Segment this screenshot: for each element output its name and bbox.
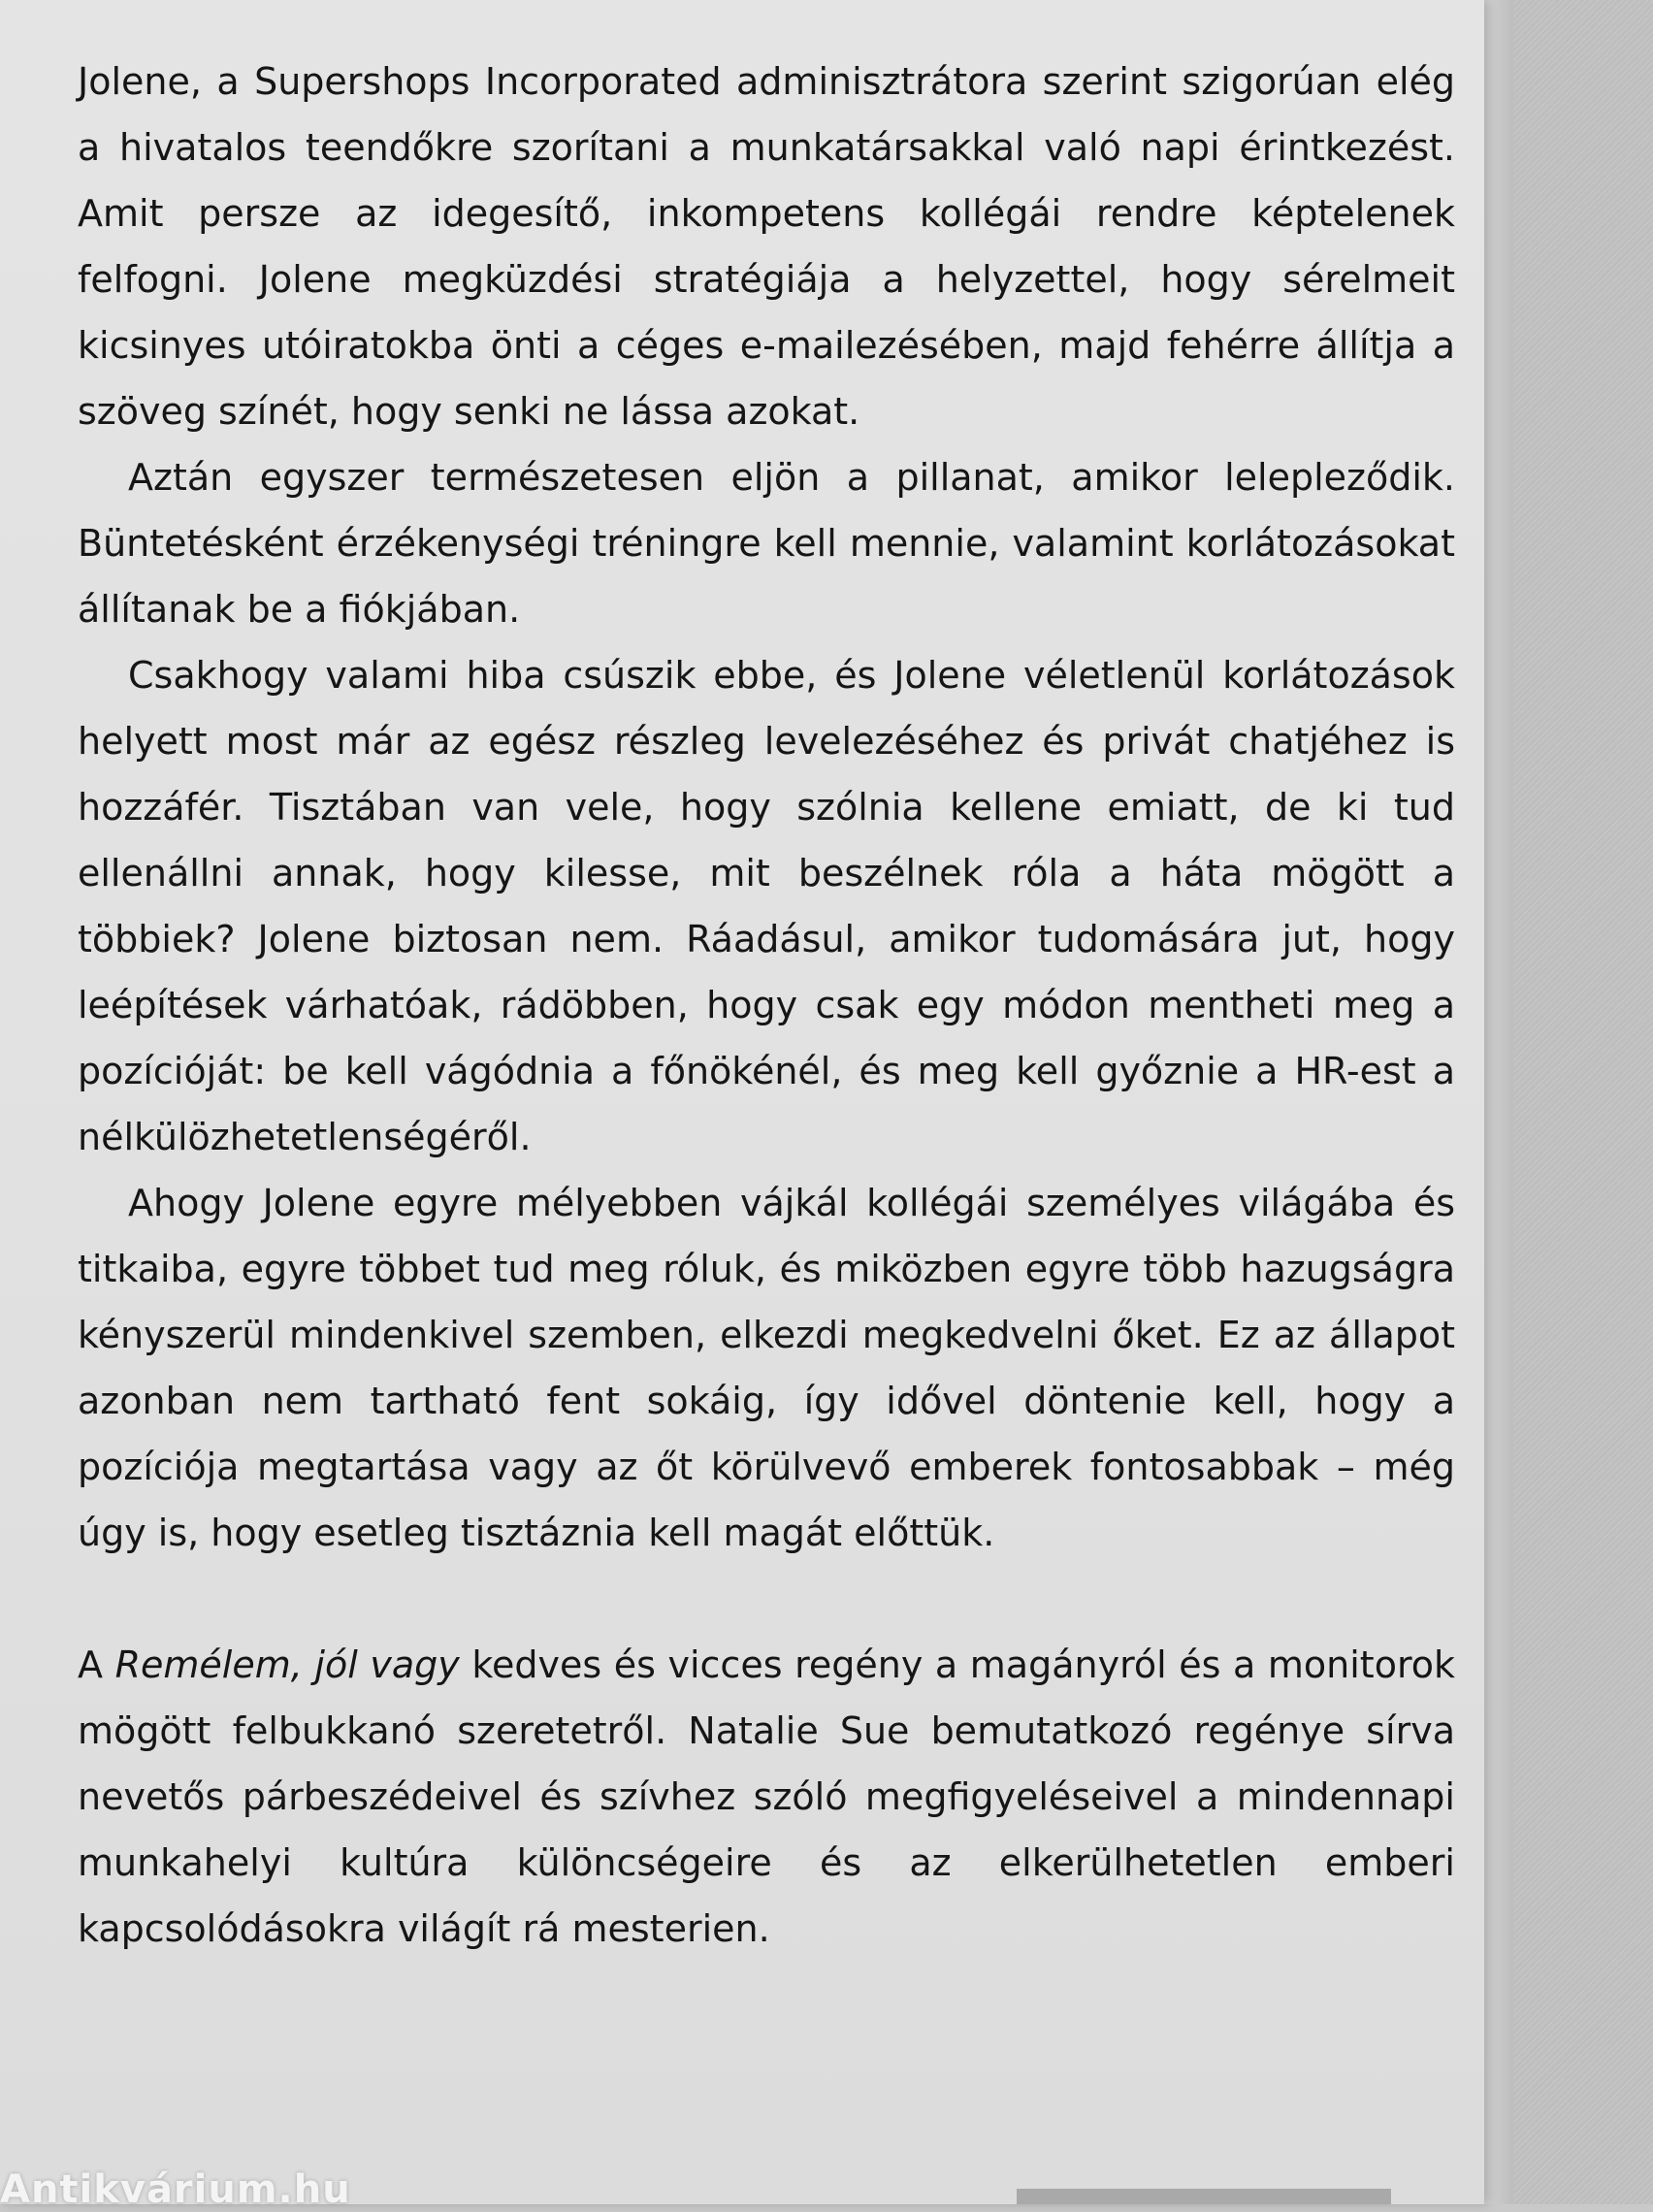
blurb-paragraph-5 [78, 1632, 1455, 1962]
watermark-text: Antikvárium.hu [0, 2167, 351, 2212]
bottom-label-strip [1017, 2189, 1391, 2204]
blurb-paragraph-4: Ahogy Jolene egyre mélyebben vájkál kollégái személyes világába és titkaiba, egyre többet tud meg róluk, és miközben egyre több hazugságra kényszerül mindenkivel szemben, elkezdi megkedvelni őket. Ez az állapot azonban nem tartható fent sokáig, így idővel döntenie kell, hogy a pozíciója megtartása vagy az őt körülvevő emberek fontosabbak – még úgy is, hogy esetleg tisztáznia kell magát előttük. [78, 1182, 1455, 1554]
blurb-text [78, 49, 1455, 1962]
page-edge [1484, 0, 1513, 2204]
blurb-paragraph-2: Aztán egyszer természetesen eljön a pillanat, amikor lelepleződik. Büntetésként érzékenységi tréningre kell mennie, valamint korlátozásokat állítanak be a fiókjában. [78, 456, 1455, 631]
background-surface [1513, 0, 1653, 2204]
blurb-paragraph-3: Csakhogy valami hiba csúszik ebbe, és Jolene véletlenül korlátozások helyett most már az egész részleg levelezéséhez és privát chatjéhez is hozzáfér. Tisztában van vele, hogy szólnia kellene emiatt, de ki tud ellenállni annak, hogy kilesse, mit beszélnek róla a háta mögött a többiek? Jolene biztosan nem. Ráadásul, amikor tudomására jut, hogy leépítések várhatóak, rádöbben, hogy csak egy módon mentheti meg a pozícióját: be kell vágódnia a főnökénél, és meg kell győznie a HR-est a nélkülözhetetlenségéről. [78, 654, 1455, 1158]
blurb-paragraph-1: Jolene, a Supershops Incorporated adminisztrátora szerint szigorúan elég a hivatalos teendőkre szorítani a munkatársakkal való napi érintkezést. Amit persze az idegesítő, inkompetens kollégái rendre képtelenek felfogni. Jolene megküzdési stratégiája a helyzettel, hogy sérelmeit kicsinyes utóiratokba önti a céges e-mailezésében, majd fehérre állítja a szöveg színét, hogy senki ne lássa azokat. [78, 60, 1455, 433]
closing-text: kedves és vicces regény a magányról és a monitorok mögött felbukkanó szeretetről. Natalie Sue bemutatkozó regénye sírva nevetős párbeszédeivel és szívhez szóló megfigyeléseivel a mindennapi munkahelyi kultúra különcségeire és az elkerülhetetlen emberi kapcsolódásokra világít rá mesterien. [78, 1643, 1455, 1950]
closing-prefix: A [78, 1643, 115, 1686]
book-title: Remélem, jól vagy [114, 1643, 460, 1686]
